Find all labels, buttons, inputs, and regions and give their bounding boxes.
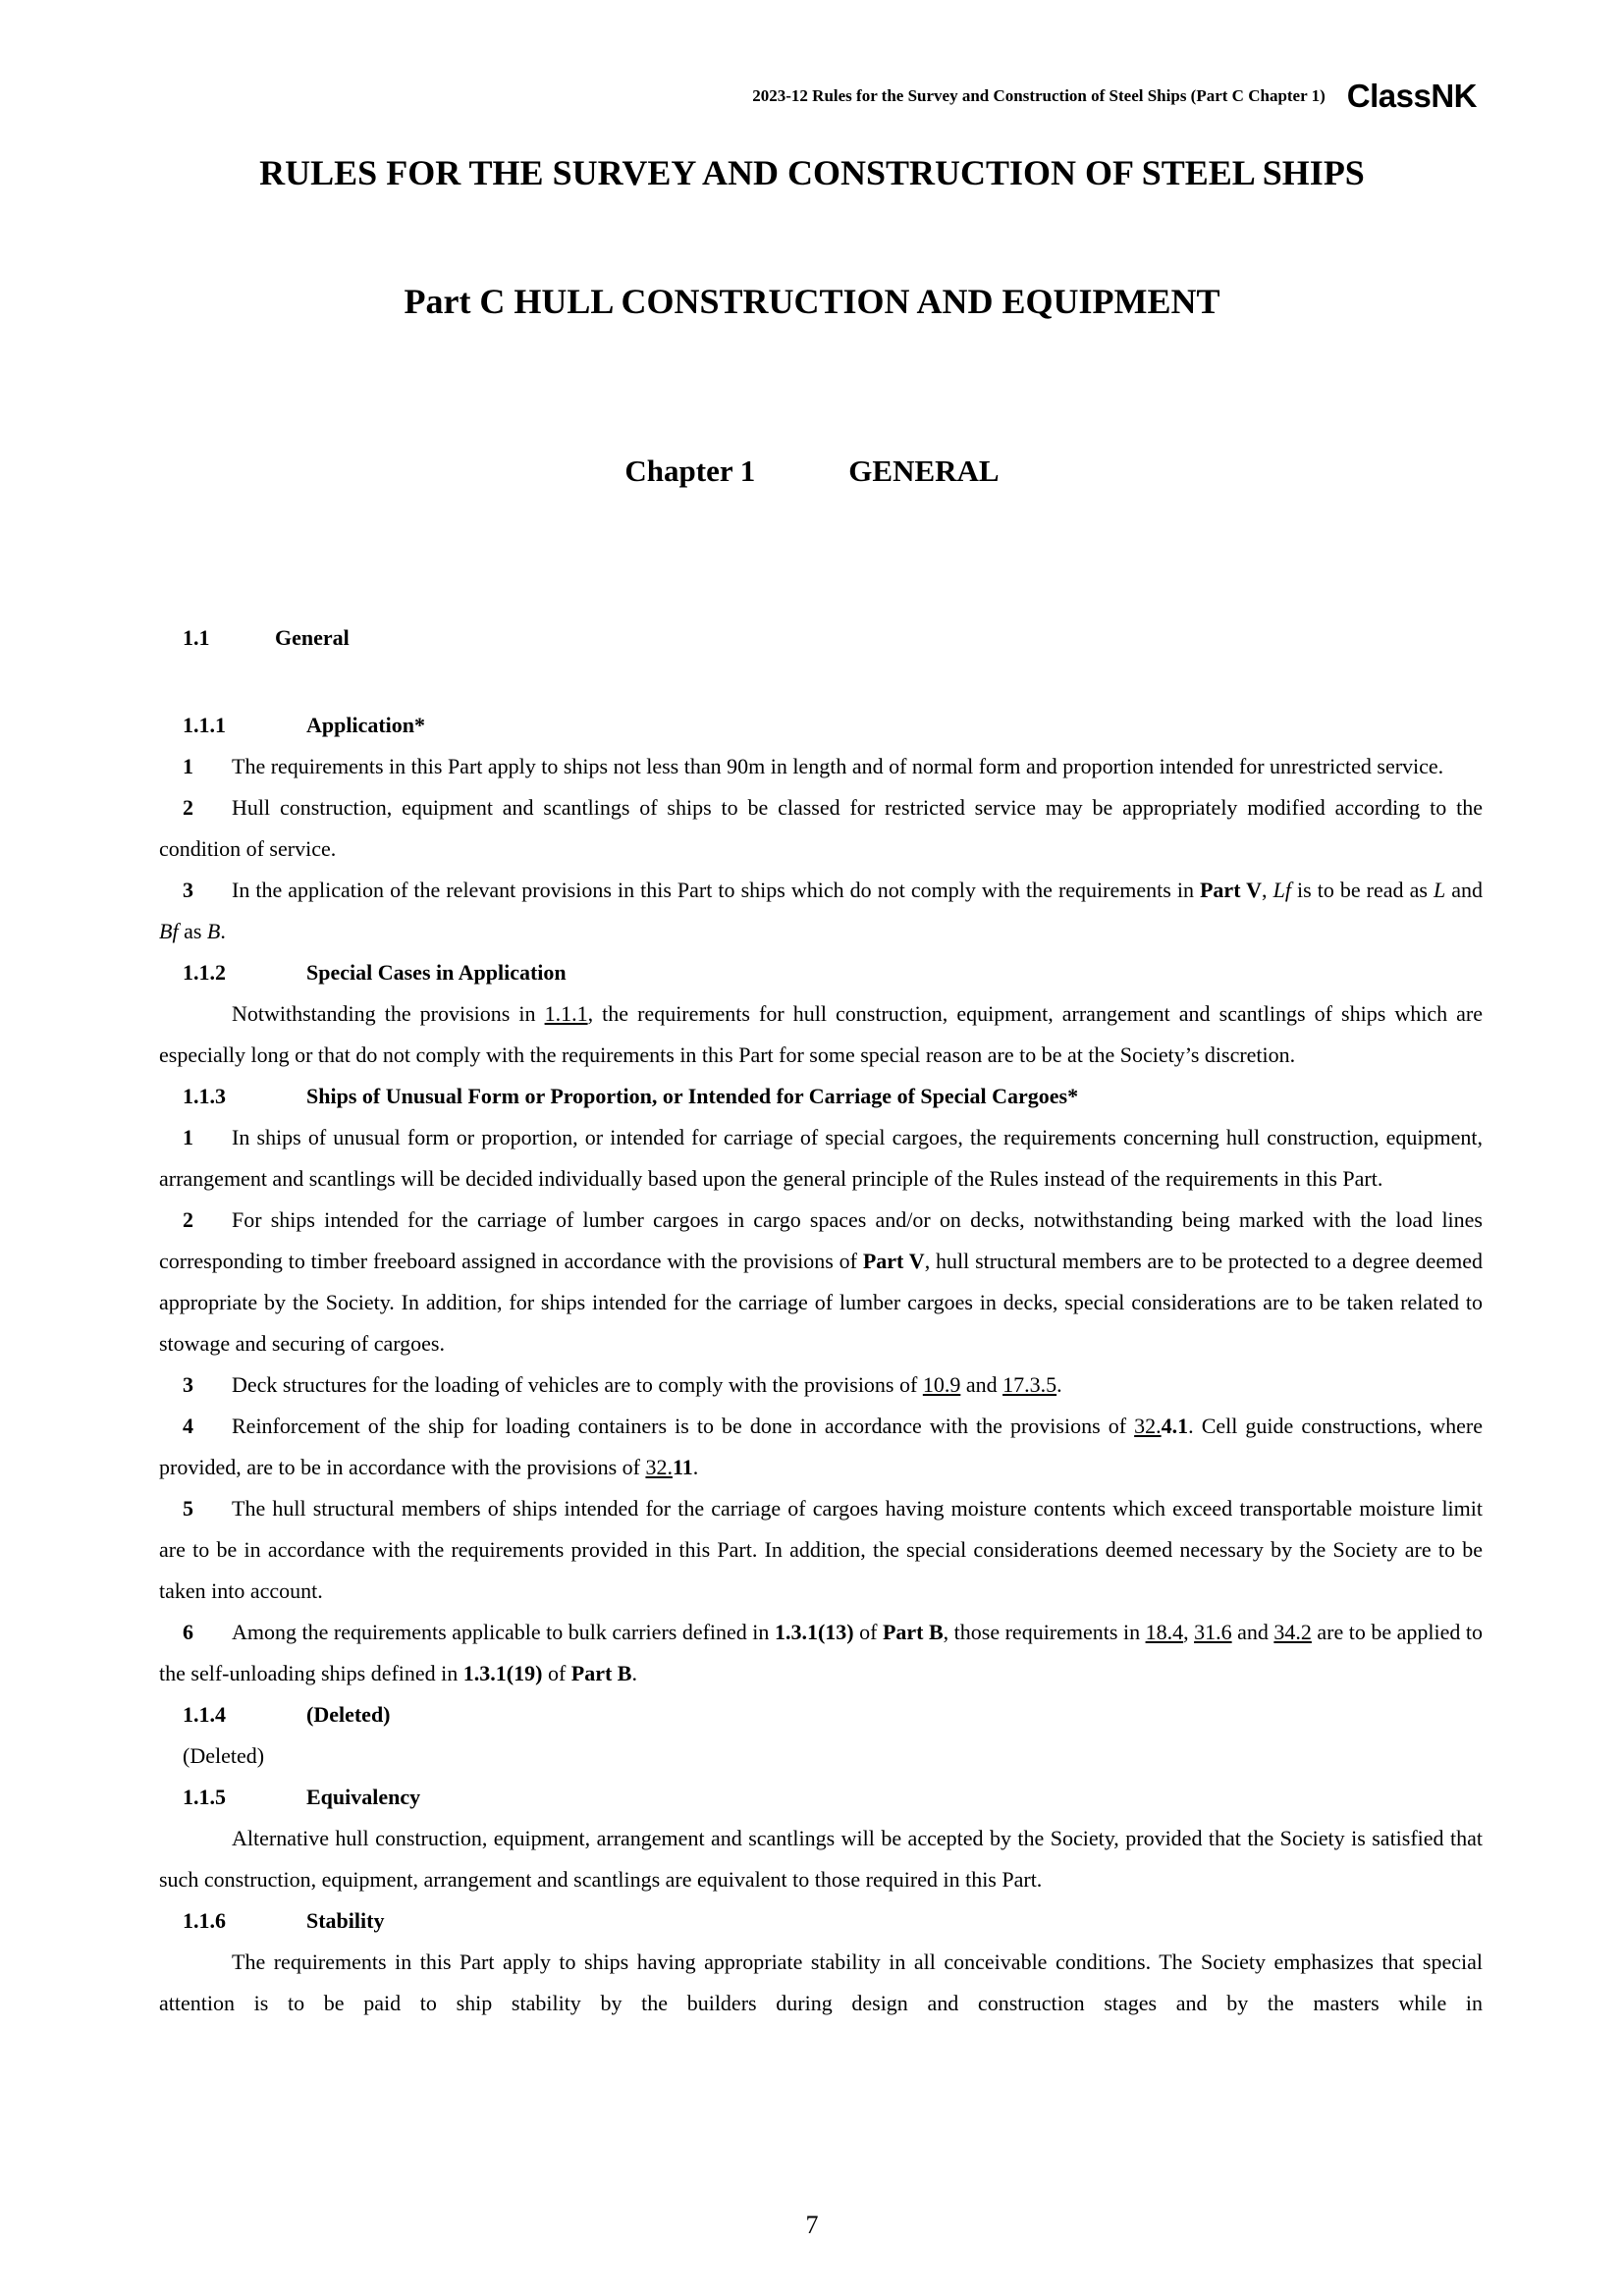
section-title: General <box>275 625 350 650</box>
page-number: 7 <box>805 2211 819 2239</box>
paragraph-number: 3 <box>183 878 193 902</box>
paragraph-number: 6 <box>183 1620 193 1644</box>
paragraph-text: For ships intended for the carriage of lumber cargoes in cargo spaces and/or on decks, notwithstanding being marked with the load lines corresponding to timber freeboard assigned in accordance with the provisions of <box>159 1207 1483 1273</box>
paragraph-text: and <box>1445 878 1483 902</box>
paragraph-text: , hull structural members are to be protected to a degree deemed appropriate by the Society. In addition, for ships intended for the carriage of lumber cargoes in decks, special considerations are to be taken related to stowage and securing of cargoes. <box>159 1249 1483 1356</box>
cross-reference-link[interactable]: 32. <box>645 1455 673 1479</box>
paragraph-text: . <box>692 1455 699 1479</box>
subsection-title: Ships of Unusual Form or Proportion, or Intended for Carriage of Special Cargoes* <box>306 1084 1079 1108</box>
symbol-lf: Lf <box>1272 878 1291 902</box>
paragraph-text: and <box>1231 1620 1274 1644</box>
paragraph-text: . Cell guide constructions, where provided, are to be in accordance with the provisions of <box>159 1414 1483 1479</box>
subsection-number: 1.1.2 <box>183 960 226 985</box>
deleted-note: (Deleted) <box>183 1743 265 1768</box>
paragraph-text: Reinforcement of the ship for loading containers is to be done in accordance with the provisions of <box>232 1414 1135 1438</box>
paragraph-1-1-1-1 <box>159 746 1483 787</box>
symbol-l: L <box>1433 878 1446 902</box>
paragraph-1-1-3-2 <box>159 1200 1483 1364</box>
paragraph-1-1-3-5 <box>159 1488 1483 1612</box>
subsection-number: 1.1.6 <box>183 1908 226 1933</box>
paragraph-text: . <box>1056 1372 1062 1397</box>
document-title: RULES FOR THE SURVEY AND CONSTRUCTION OF STEEL SHIPS <box>259 153 1365 192</box>
subsection-number: 1.1.3 <box>183 1084 226 1108</box>
symbol-bf: Bf <box>159 919 179 943</box>
cross-reference-link[interactable]: 11 <box>672 1455 693 1479</box>
subsection-heading-1-1-4 <box>159 1694 1483 1735</box>
part-reference: Part B <box>882 1620 944 1644</box>
part-reference: Part V <box>1199 878 1263 902</box>
cross-reference-link[interactable]: 17.3.5 <box>1002 1372 1057 1397</box>
paragraph-text: as <box>178 919 207 943</box>
paragraph-text: Deck structures for the loading of vehicles are to comply with the provisions of <box>232 1372 923 1397</box>
cross-reference-link[interactable]: 1.1.1 <box>544 1001 588 1026</box>
subsection-number: 1.1.1 <box>183 713 226 737</box>
paragraph-number: 2 <box>183 1207 193 1232</box>
paragraph-1-1-3-1 <box>159 1117 1483 1200</box>
paragraph-1-1-3-6 <box>159 1612 1483 1694</box>
subsection-heading-1-1-1 <box>159 705 1483 746</box>
paragraph-text: and <box>960 1372 1003 1397</box>
paragraph-number: 2 <box>183 795 193 820</box>
subsection-title: Special Cases in Application <box>306 960 567 985</box>
rule-reference: 1.3.1(13) <box>774 1620 854 1644</box>
section-heading <box>183 625 350 651</box>
subsection-heading-1-1-5 <box>159 1777 1483 1818</box>
running-title: 2023-12 Rules for the Survey and Construction of Steel Ships (Part C Chapter 1) <box>752 86 1326 105</box>
cross-reference-link[interactable]: 4.1 <box>1161 1414 1189 1438</box>
paragraph-text: of <box>542 1661 571 1685</box>
part-reference: Part V <box>862 1249 925 1273</box>
paragraph-1-1-2 <box>159 993 1483 1076</box>
cross-reference-link[interactable]: 18.4 <box>1145 1620 1184 1644</box>
paragraph-text: The requirements in this Part apply to ships having appropriate stability in all conceivable conditions. The Society emphasizes that special attention is to be paid to ship stability by the builders during design and construction stages and by the masters while in <box>159 1949 1483 2015</box>
paragraph-text: Notwithstanding the provisions in <box>232 1001 545 1026</box>
chapter-name: GENERAL <box>848 454 1000 488</box>
paragraph-text: of <box>853 1620 883 1644</box>
paragraph-text: is to be read as <box>1290 878 1434 902</box>
section-number: 1.1 <box>183 625 210 650</box>
subsection-title: Application* <box>306 713 426 737</box>
paragraph-1-1-3-3 <box>159 1364 1483 1406</box>
paragraph-1-1-6 <box>159 1942 1483 2024</box>
classnk-logo: ClassNK <box>1346 78 1477 114</box>
paragraph-text: The requirements in this Part apply to ships not less than 90m in length and of normal form and proportion intended for unrestricted service. <box>232 754 1444 778</box>
chapter-number: Chapter 1 <box>624 454 756 488</box>
paragraph-text: , the requirements for hull construction, equipment, arrangement and scantlings of ships which are especially long or that do not comply with the requirements in this Part for some special reason are to be at the Society’s discretion. <box>159 1001 1484 1067</box>
paragraph-text: Hull construction, equipment and scantlings of ships to be classed for restricted service may be appropriately modified according to the condition of service. <box>159 795 1483 861</box>
running-header <box>0 77 1477 116</box>
paragraph-1-1-1-3 <box>159 870 1483 952</box>
subsection-title: Equivalency <box>306 1785 421 1809</box>
paragraph-text: The hull structural members of ships intended for the carriage of cargoes having moisture contents which exceed transportable moisture limit are to be in accordance with the requirements provided in this Part. In addition, the special considerations deemed necessary by the Society are to be taken into account. <box>159 1496 1483 1603</box>
rule-reference: 1.3.1(19) <box>462 1661 543 1685</box>
paragraph-number: 4 <box>183 1414 193 1438</box>
cross-reference-link[interactable]: 10.9 <box>922 1372 961 1397</box>
paragraph-1-1-1-2 <box>159 787 1483 870</box>
part-title: Part C HULL CONSTRUCTION AND EQUIPMENT <box>404 282 1220 321</box>
subsection-number: 1.1.4 <box>183 1702 226 1727</box>
paragraph-number: 1 <box>183 1125 193 1149</box>
paragraph-text: Alternative hull construction, equipment, arrangement and scantlings will be accepted by the Society, provided that the Society is satisfied that such construction, equipment, arrangement and scantlings are equivalent to those required in this Part. <box>159 1826 1483 1892</box>
paragraph-text: In the application of the relevant provisions in this Part to ships which do not comply with the requirements in <box>232 878 1200 902</box>
subsection-heading-1-1-2 <box>159 952 1483 993</box>
paragraph-1-1-5 <box>159 1818 1483 1900</box>
paragraph-text: are to be applied to the self-unloading ships defined in <box>159 1620 1484 1685</box>
subsection-heading-1-1-3 <box>159 1076 1483 1117</box>
paragraph-number: 3 <box>183 1372 193 1397</box>
chapter-title <box>0 454 1624 489</box>
subsection-title: (Deleted) <box>306 1702 391 1727</box>
paragraph-number: 5 <box>183 1496 193 1521</box>
cross-reference-link[interactable]: 32. <box>1134 1414 1162 1438</box>
paragraph-text: , <box>1183 1620 1195 1644</box>
subsection-number: 1.1.5 <box>183 1785 226 1809</box>
paragraph-text: , those requirements in <box>943 1620 1146 1644</box>
paragraph-1-1-3-4 <box>159 1406 1483 1488</box>
paragraph-text: , <box>1262 878 1273 902</box>
paragraph-text: . <box>220 919 226 943</box>
paragraph-number: 1 <box>183 754 193 778</box>
subsection-heading-1-1-6 <box>159 1900 1483 1942</box>
cross-reference-link[interactable]: 31.6 <box>1194 1620 1232 1644</box>
paragraph-text: Among the requirements applicable to bulk carriers defined in <box>232 1620 775 1644</box>
body-content <box>159 705 1483 2024</box>
symbol-b: B <box>206 919 221 943</box>
subsection-title: Stability <box>306 1908 385 1933</box>
part-reference: Part B <box>570 1661 632 1685</box>
cross-reference-link[interactable]: 34.2 <box>1273 1620 1312 1644</box>
paragraph-text: In ships of unusual form or proportion, or intended for carriage of special cargoes, the requirements concerning hull construction, equipment, arrangement and scantlings will be decided individually based upon the general principle of the Rules instead of the requirements in this Part. <box>159 1125 1483 1191</box>
paragraph-text: . <box>631 1661 637 1685</box>
